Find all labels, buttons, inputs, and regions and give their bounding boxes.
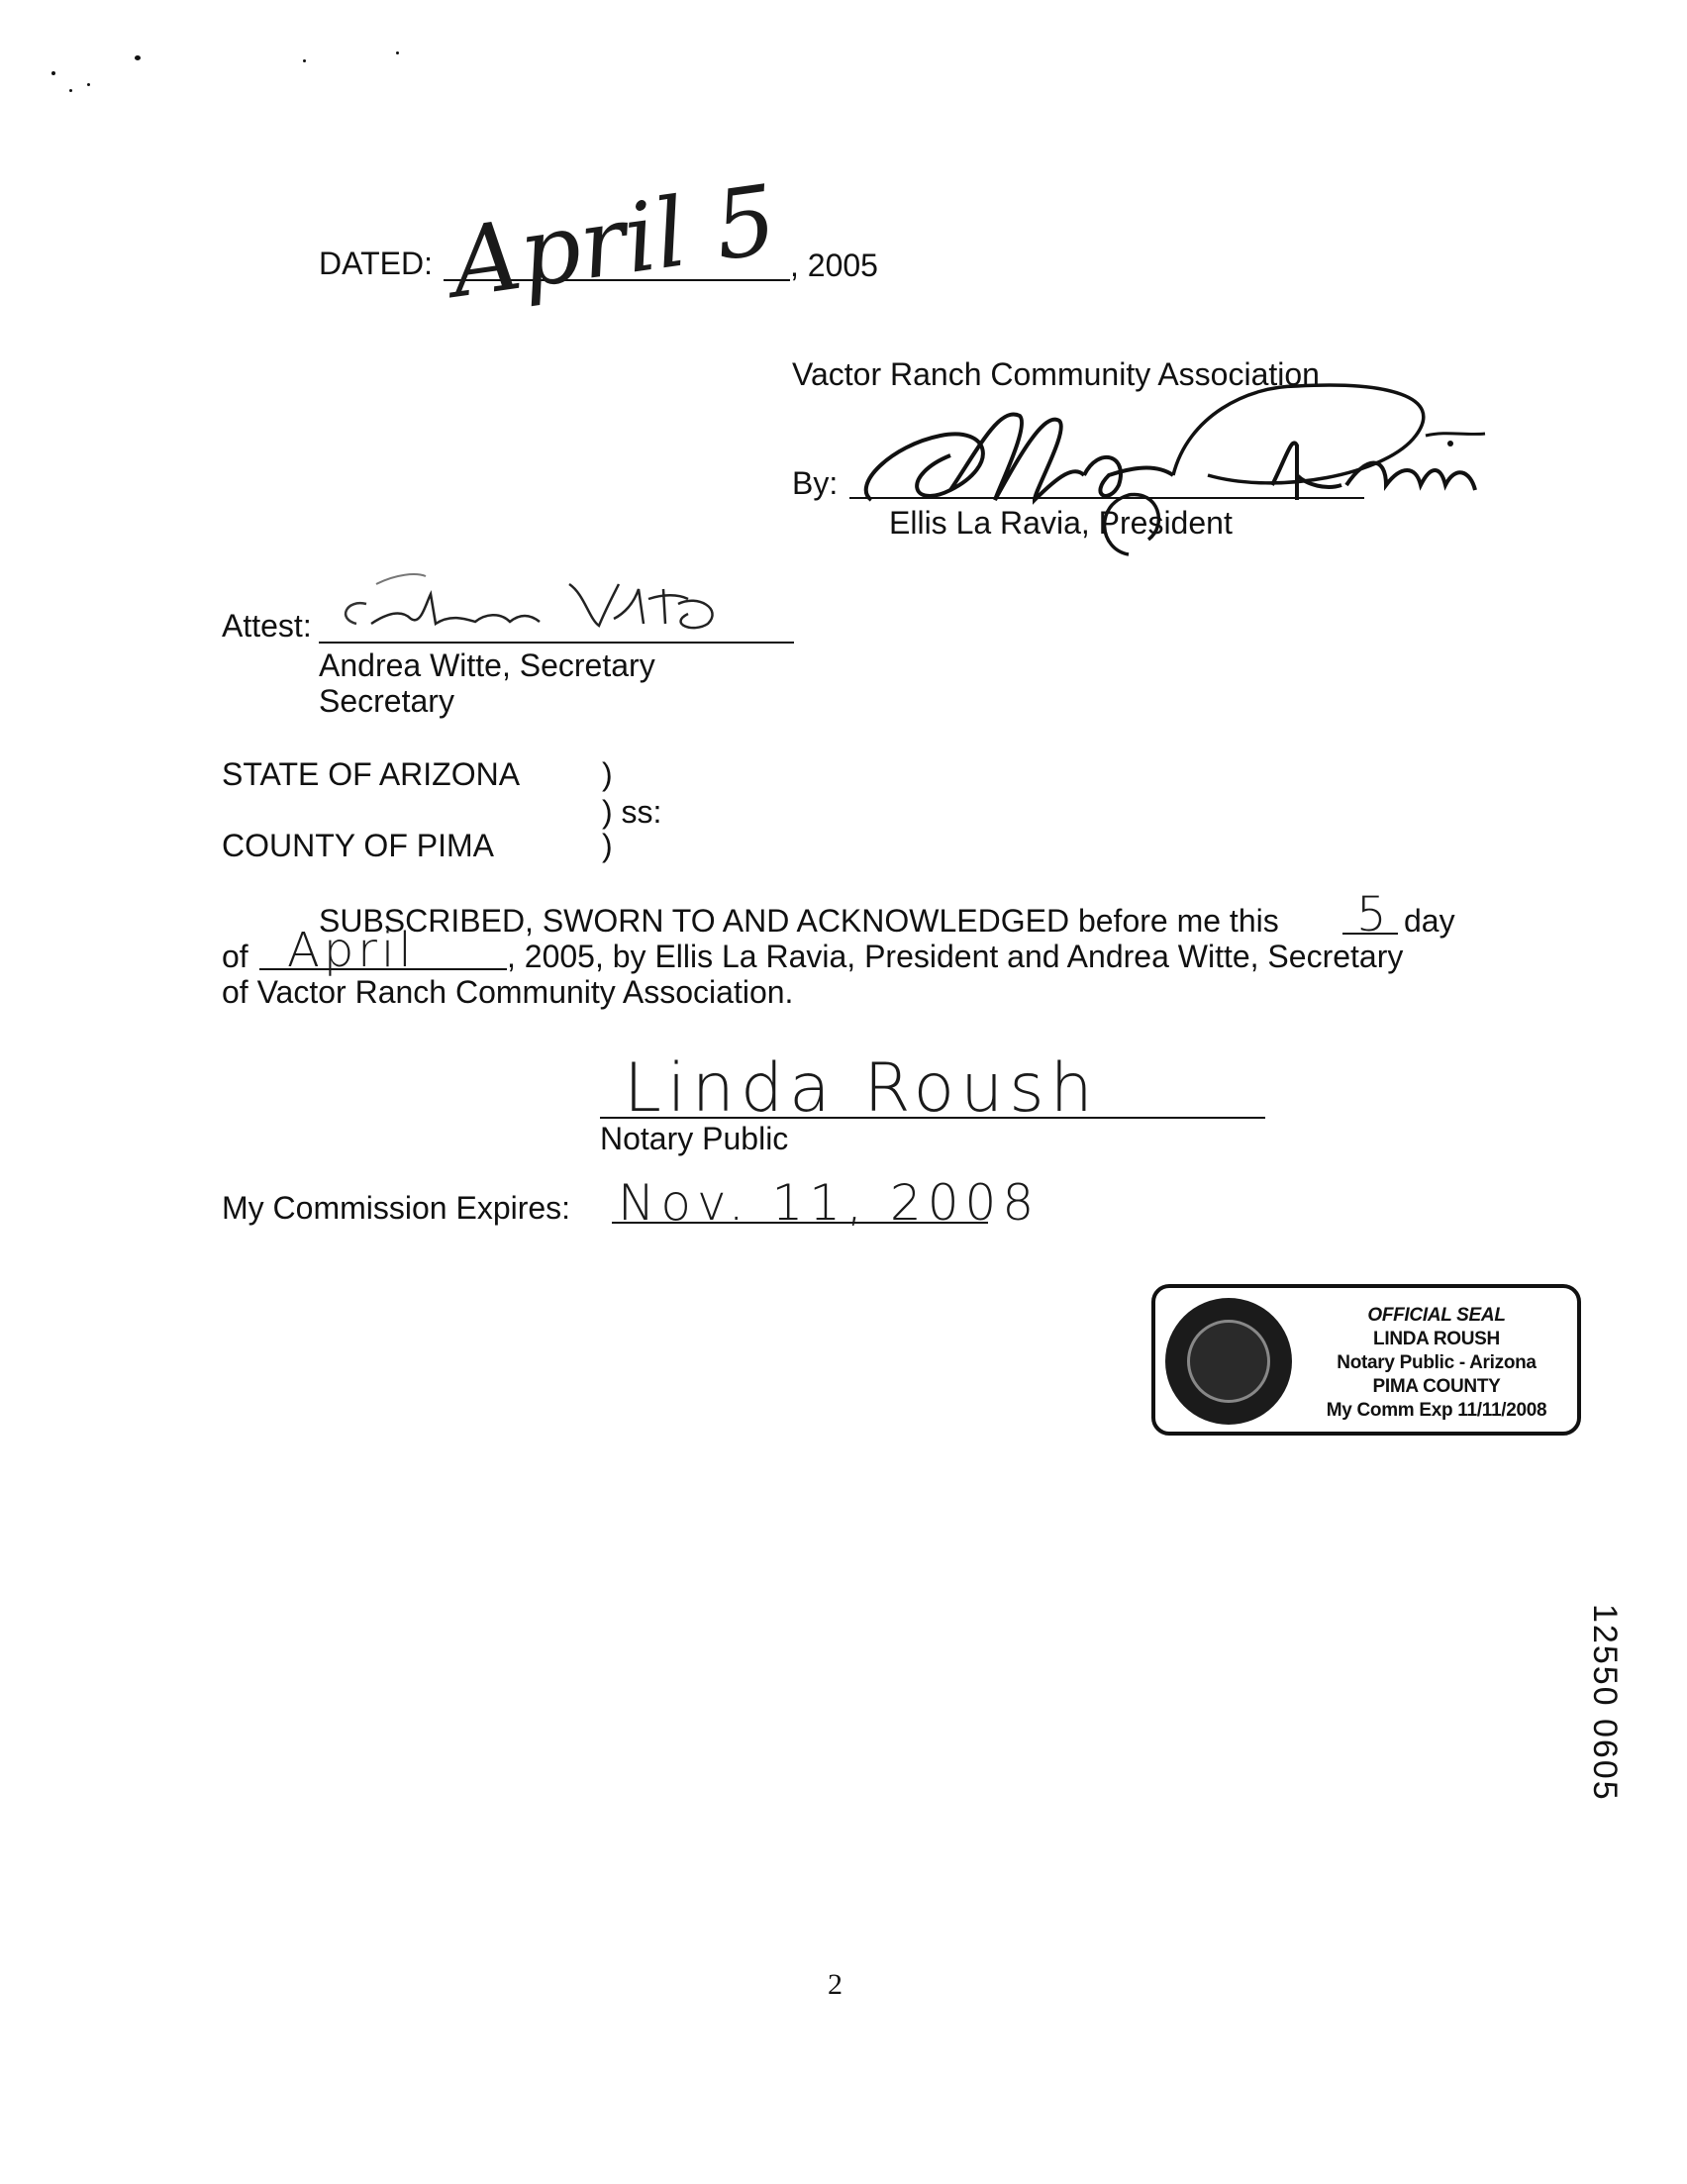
venue-county: COUNTY OF PIMA xyxy=(222,828,494,863)
president-name-title: Ellis La Ravia, President xyxy=(889,505,1233,541)
acknowledgment-day-word: day xyxy=(1404,903,1455,939)
venue-paren-1: ) xyxy=(602,756,613,792)
notary-signature-line xyxy=(600,1117,1265,1119)
venue-paren-3: ) xyxy=(602,828,613,863)
state-seal-emblem-icon xyxy=(1165,1298,1292,1425)
by-label: By: xyxy=(792,465,839,501)
secretary-signature xyxy=(317,564,733,653)
margin-recording-number: 12550 0605 xyxy=(1586,1604,1624,1802)
secretary-title-repeat: Secretary xyxy=(319,683,454,719)
acknowledgment-line1: SUBSCRIBED, SWORN TO AND ACKNOWLEDGED before me this xyxy=(319,903,1279,939)
acknowledgment-day: 5 xyxy=(1356,887,1387,943)
scan-speck xyxy=(51,71,55,75)
acknowledgment-month: April xyxy=(287,923,416,978)
dated-year: , 2005 xyxy=(790,248,878,283)
seal-line-3: Notary Public - Arizona xyxy=(1337,1352,1537,1373)
commission-expiry-handwritten: Nov. 11, 2008 xyxy=(618,1174,1041,1232)
acknowledgment-line2: , 2005, by Ellis La Ravia, President and Andrea Witte, Secretary xyxy=(507,939,1404,974)
scan-speck xyxy=(69,89,72,92)
scan-speck xyxy=(87,83,90,86)
seal-line-4: PIMA COUNTY xyxy=(1372,1376,1501,1397)
page-number: 2 xyxy=(828,1968,843,2001)
official-seal-stamp xyxy=(1151,1284,1581,1436)
dated-label: DATED: xyxy=(319,246,433,281)
secretary-name-title: Andrea Witte, Secretary xyxy=(319,647,655,683)
scan-speck xyxy=(303,59,306,62)
seal-line-1: OFFICIAL SEAL xyxy=(1367,1305,1506,1326)
scan-speck xyxy=(135,55,141,60)
acknowledgment-of: of xyxy=(222,939,248,974)
venue-paren-ss: ) ss: xyxy=(602,794,662,830)
notary-public-label: Notary Public xyxy=(600,1121,789,1156)
seal-line-2: LINDA ROUSH xyxy=(1373,1329,1500,1349)
venue-state: STATE OF ARIZONA xyxy=(222,756,521,792)
acknowledgment-line3: of Vactor Ranch Community Association. xyxy=(222,974,794,1010)
commission-label: My Commission Expires: xyxy=(222,1190,571,1226)
attest-label: Attest: xyxy=(222,608,312,644)
notary-signature: Linda Roush xyxy=(624,1049,1099,1128)
organization-name: Vactor Ranch Community Association xyxy=(792,356,1320,392)
scan-speck xyxy=(396,51,399,54)
dated-handwritten-date: April 5 xyxy=(444,163,783,320)
seal-line-5: My Comm Exp 11/11/2008 xyxy=(1326,1400,1547,1421)
